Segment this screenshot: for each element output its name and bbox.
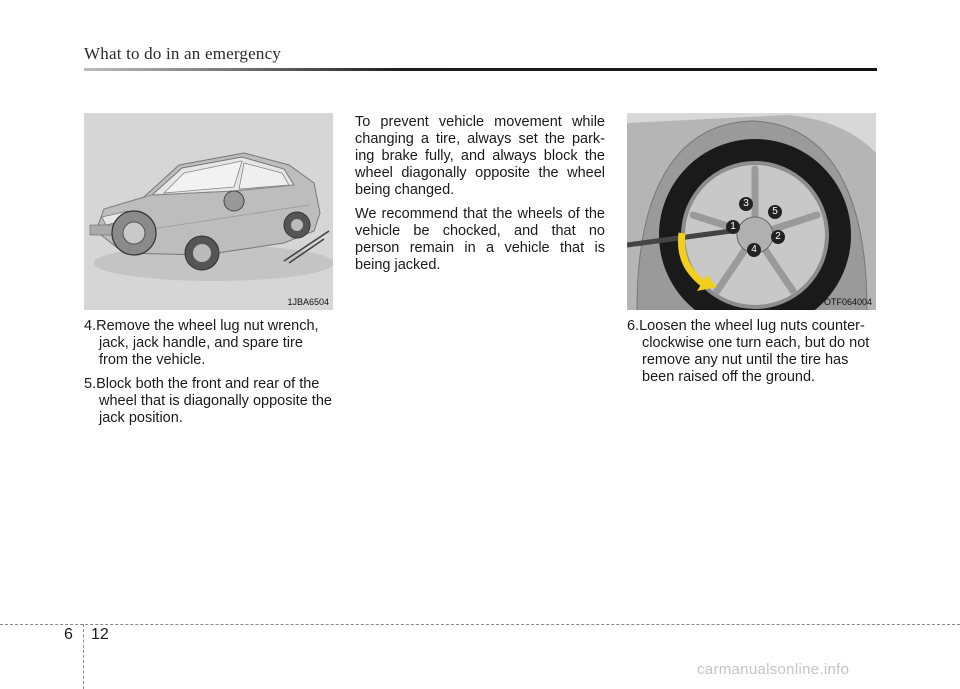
caution-text [355, 114, 605, 281]
lug-number-5: 5 [768, 205, 782, 219]
wheel-figure-code: OTF064004 [823, 297, 872, 307]
header-rule [84, 68, 877, 71]
wheel-illustration [627, 113, 876, 310]
car-illustration [84, 113, 333, 310]
lug-number-1: 1 [726, 220, 740, 234]
lug-number-2: 2 [771, 230, 785, 244]
page-number: 12 [91, 626, 109, 643]
step-5: 5.Block both the front and rear of the wheel that is diagonally opposite the jack position. [84, 376, 332, 426]
step-4: 4.Remove the wheel lug nut wrench, jack, jack handle, and spare tire from the vehicle. [84, 318, 319, 368]
paragraph-brake: To prevent vehicle movement while changing a tire, always set the park-ing brake fully, and always block the wheel diagonally opposite the wheel being changed. [355, 114, 605, 198]
car-drawing [84, 113, 333, 310]
lug-number-3: 3 [739, 197, 753, 211]
footer-rule [0, 624, 960, 625]
lug-number-4: 4 [747, 243, 761, 257]
page-header-title: What to do in an emergency [84, 44, 282, 63]
footer-divider [83, 624, 84, 689]
step-6: 6.Loosen the wheel lug nuts counter-clockwise one turn each, but do not remove any nut until the tire has been raised off the ground. [627, 318, 870, 385]
left-step-list [84, 318, 334, 434]
paragraph-chock: We recommend that the wheels of the vehicle be chocked, and that no person remain in a vehicle that is being jacked. [355, 206, 605, 273]
car-figure-code: 1JBA6504 [287, 297, 329, 307]
chapter-number: 6 [64, 626, 73, 643]
right-step-list [627, 318, 879, 393]
watermark-text: carmanualsonline.info [697, 661, 850, 678]
wheel-drawing [627, 113, 876, 310]
